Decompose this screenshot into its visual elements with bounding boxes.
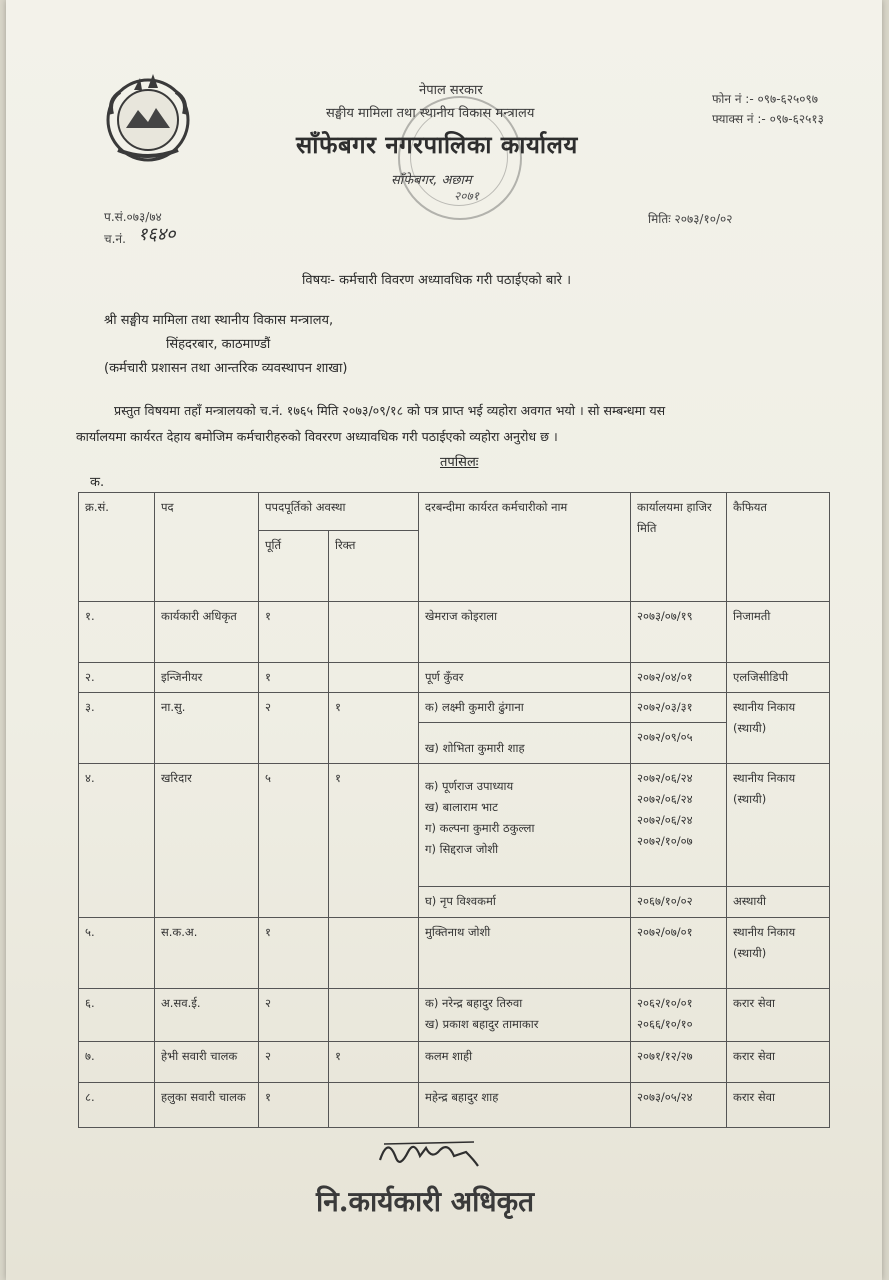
recipient-line-2: सिंहदरबार, काठमाण्डौं — [166, 337, 271, 352]
letter-date: मितिः २०७३/१०/०२ — [648, 212, 733, 226]
cell-name: खेमराज कोइराला — [419, 602, 631, 663]
staff-name: ख) प्रकाश बहादुर तामाकार — [425, 1017, 539, 1031]
body-paragraph-line-1: प्रस्तुत विषयमा तहाँ मन्त्रालयको च.नं. १७६५ मिति २०७३/०९/१८ को पत्र प्राप्त भई व्यहोरा अवगत भयो । सो सम्बन्धमा यस — [114, 403, 666, 418]
cell-vacant — [329, 1083, 419, 1128]
cell-remarks: निजामती — [727, 602, 830, 663]
cell-filled: २ — [259, 989, 329, 1042]
cell-filled: १ — [259, 1083, 329, 1128]
cell-filled: ५ — [259, 764, 329, 918]
ministry-name: सङ्घीय मामिला तथा स्थानीय विकास मन्त्रालय — [326, 106, 535, 121]
cell-vacant — [329, 989, 419, 1042]
cell-post: हेभी सवारी चालक — [155, 1042, 259, 1083]
cell-date: २०७३/०५/२४ — [631, 1083, 727, 1128]
cell-filled: १ — [259, 663, 329, 693]
cell-sn: ४. — [79, 764, 155, 918]
cell-post: इन्जिनीयर — [155, 663, 259, 693]
staff-name: क) पूर्णराज उपाध्याय — [425, 779, 514, 793]
table-row — [79, 1083, 830, 1128]
header-status: पपदपूर्तिको अवस्था — [259, 493, 419, 531]
cell-date: २०७२/०३/३१ — [631, 693, 727, 723]
section-label: क. — [90, 475, 105, 490]
cell-name: क) लक्ष्मी कुमारी ढुंगाना — [419, 693, 631, 723]
cell-sn: १. — [79, 602, 155, 663]
table-header-row — [79, 493, 830, 531]
details-heading: तपसिलः — [440, 455, 479, 470]
cell-remarks: स्थानीय निकाय (स्थायी) — [727, 764, 830, 887]
cell-remarks: करार सेवा — [727, 1083, 830, 1128]
table-row — [79, 764, 830, 887]
recipient-line-3: (कर्मचारी प्रशासन तथा आन्तरिक व्यवस्थापन शाखा) — [104, 361, 348, 376]
cell-name: महेन्द्र बहादुर शाह — [419, 1083, 631, 1128]
chalani-number: १६४० — [138, 224, 176, 245]
reference-number: प.सं.०७३/७४ — [104, 210, 162, 224]
subject-line: विषयः- कर्मचारी विवरण अध्यावधिक गरी पठाईएको बारे । — [302, 273, 572, 288]
body-paragraph-line-2: कार्यालयमा कार्यरत देहाय बमोजिम कर्मचारीहरुको विवररण अध्यावधिक गरी पठाईएको व्यहोरा अनुरोध छ । — [76, 429, 558, 444]
cell-date: २०७२/०४/०१ — [631, 663, 727, 693]
cell-post: कार्यकारी अधिकृत — [155, 602, 259, 663]
office-address: साँफेबगर, अछाम — [391, 173, 472, 188]
cell-name: कलम शाही — [419, 1042, 631, 1083]
table-row — [79, 1042, 830, 1083]
cell-remarks: एलजिसीडिपी — [727, 663, 830, 693]
cell-date: २०६७/१०/०२ — [631, 887, 727, 918]
office-name: साँफेबगर नगरपालिका कार्यालय — [296, 131, 578, 159]
header-name: दरबन्दीमा कार्यरत कर्मचारीको नाम — [419, 493, 631, 602]
join-date: २०७२/०६/२४ — [637, 813, 693, 827]
cell-remarks: स्थानीय निकाय (स्थायी) — [727, 693, 830, 764]
cell-filled: २ — [259, 693, 329, 764]
staff-table — [78, 492, 830, 1128]
cell-filled: १ — [259, 602, 329, 663]
cell-vacant — [329, 663, 419, 693]
signatory-title: नि.कार्यकारी अधिकृत — [316, 1185, 535, 1218]
join-date: २०७२/१०/०७ — [637, 834, 693, 848]
cell-vacant: १ — [329, 1042, 419, 1083]
chalani-label: च.नं. — [104, 232, 126, 246]
government-emblem-icon — [98, 70, 198, 166]
cell-sn: ८. — [79, 1083, 155, 1128]
cell-post: स.क.अ. — [155, 918, 259, 989]
table-row — [79, 663, 830, 693]
phone-number: फोन नं :- ०९७-६२५०९७ — [712, 92, 818, 106]
fax-number: फ्याक्स नं :- ०९७-६२५१३ — [712, 112, 824, 126]
cell-post: अ.सव.ई. — [155, 989, 259, 1042]
recipient-line-1: श्री सङ्घीय मामिला तथा स्थानीय विकास मन्त्रालय, — [104, 313, 334, 328]
stamp-year: २०७१ — [454, 189, 479, 203]
cell-remarks: स्थानीय निकाय (स्थायी) — [727, 918, 830, 989]
cell-name: घ) नृप विश्वकर्मा — [419, 887, 631, 918]
cell-vacant: १ — [329, 693, 419, 764]
cell-names — [419, 764, 631, 887]
cell-post: ना.सु. — [155, 693, 259, 764]
cell-vacant — [329, 602, 419, 663]
cell-date: २०७१/१२/२७ — [631, 1042, 727, 1083]
cell-remarks: करार सेवा — [727, 989, 830, 1042]
cell-sn: ६. — [79, 989, 155, 1042]
join-date: २०७२/०६/२४ — [637, 792, 693, 806]
cell-dates — [631, 989, 727, 1042]
header-vacant: रिक्त — [329, 531, 419, 602]
table-row — [79, 989, 830, 1042]
government-name: नेपाल सरकार — [419, 83, 483, 98]
table-row — [79, 693, 830, 723]
staff-name: ख) बालाराम भाट — [425, 800, 498, 814]
cell-date: २०७२/०९/०५ — [631, 723, 727, 764]
cell-vacant: १ — [329, 764, 419, 918]
cell-filled: १ — [259, 918, 329, 989]
header-sn: क्र.सं. — [79, 493, 155, 602]
cell-vacant — [329, 918, 419, 989]
join-date: २०६२/१०/०१ — [637, 996, 693, 1010]
cell-post: हलुका सवारी चालक — [155, 1083, 259, 1128]
cell-dates — [631, 764, 727, 887]
header-remarks: कैफियत — [727, 493, 830, 602]
cell-remarks: अस्थायी — [727, 887, 830, 918]
cell-sn: २. — [79, 663, 155, 693]
table-row — [79, 918, 830, 989]
staff-name: ग) कल्पना कुमारी ठकुल्ला — [425, 821, 535, 835]
join-date: २०६६/१०/१० — [637, 1017, 693, 1031]
cell-sn: ३. — [79, 693, 155, 764]
cell-names — [419, 989, 631, 1042]
cell-post: खरिदार — [155, 764, 259, 918]
staff-name: क) नरेन्द्र बहादुर तिरुवा — [425, 996, 523, 1010]
join-date: २०७२/०६/२४ — [637, 771, 693, 785]
cell-name: पूर्ण कुँवर — [419, 663, 631, 693]
cell-sn: ५. — [79, 918, 155, 989]
header-post: पद — [155, 493, 259, 602]
header-filled: पूर्ति — [259, 531, 329, 602]
letter-page — [6, 0, 882, 1280]
cell-date: २०७२/०७/०१ — [631, 918, 727, 989]
signature-scrawl-icon — [374, 1130, 484, 1175]
staff-name: ग) सिद्दराज जोशी — [425, 842, 499, 856]
header-date: कार्यालयमा हाजिर मिति — [631, 493, 727, 602]
cell-sn: ७. — [79, 1042, 155, 1083]
cell-name: ख) शोभिता कुमारी शाह — [419, 723, 631, 764]
table-row — [79, 602, 830, 663]
cell-remarks: करार सेवा — [727, 1042, 830, 1083]
cell-name: मुक्तिनाथ जोशी — [419, 918, 631, 989]
cell-date: २०७३/०७/१९ — [631, 602, 727, 663]
cell-filled: २ — [259, 1042, 329, 1083]
